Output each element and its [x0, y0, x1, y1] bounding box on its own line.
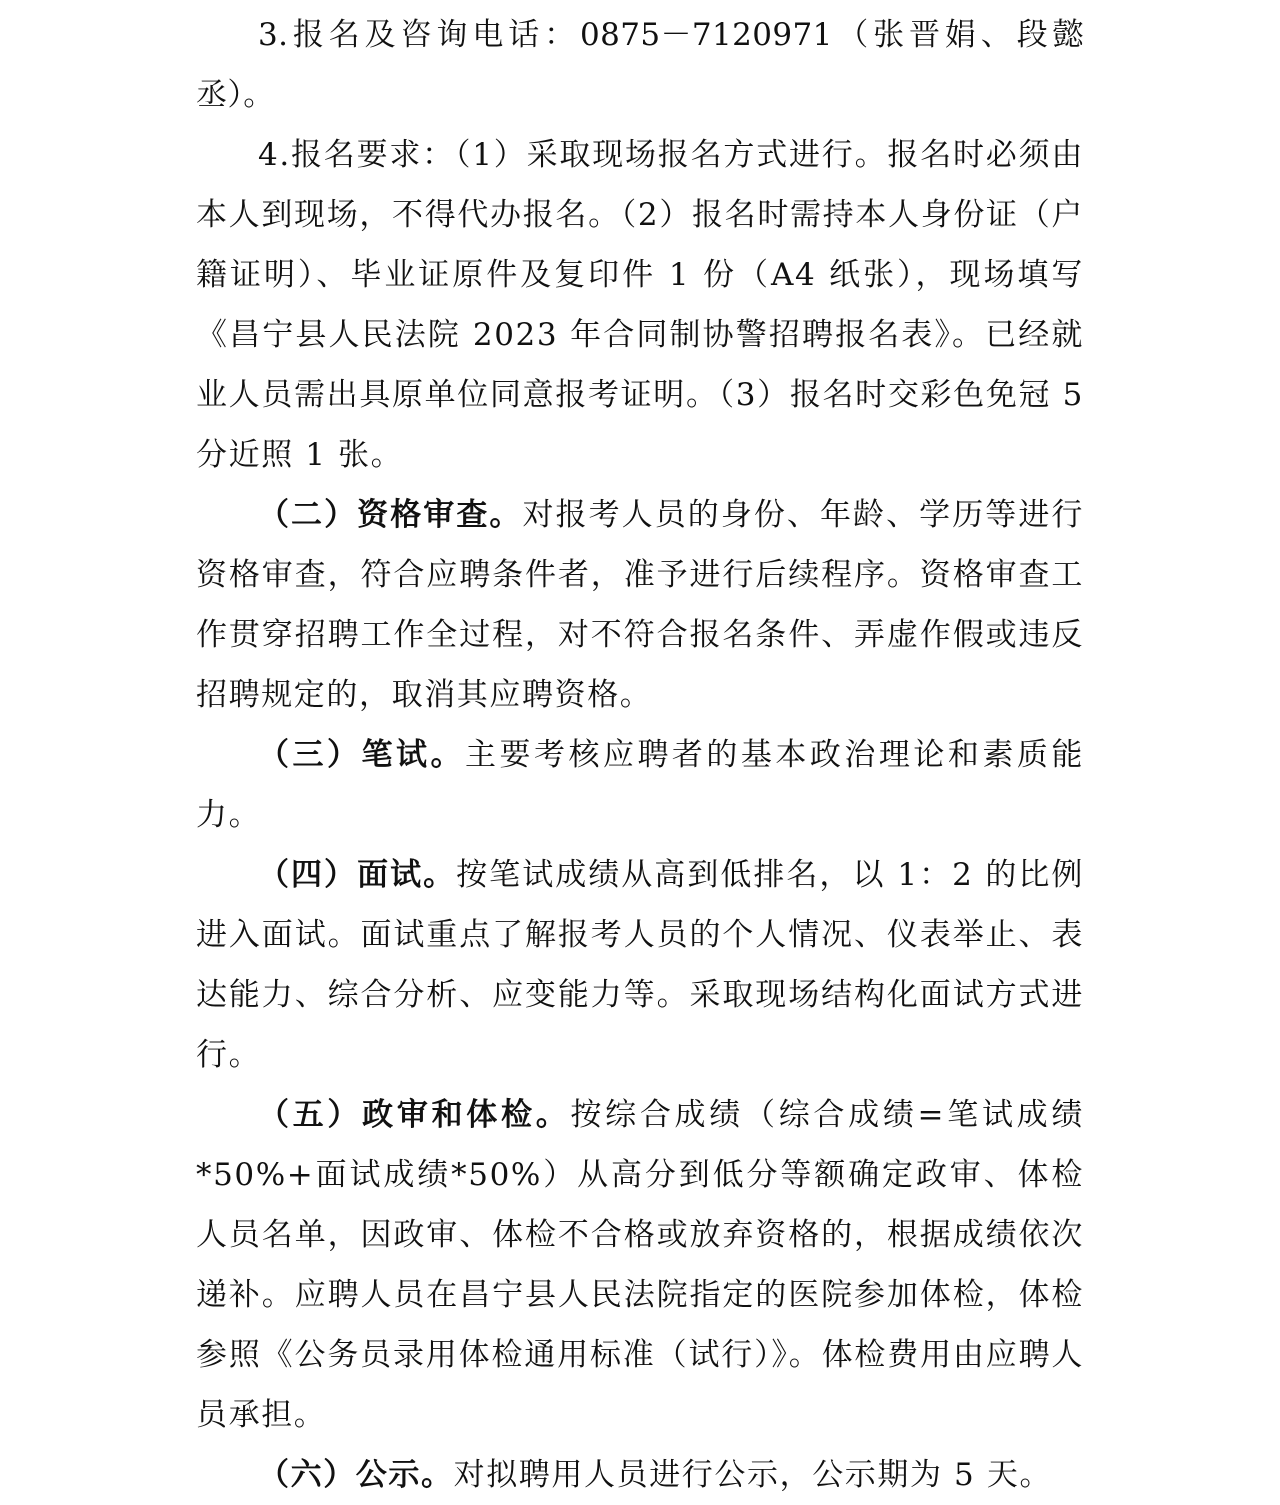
paragraph-publicity: [196, 1445, 1084, 1505]
section-heading: （三）笔试。: [258, 737, 465, 773]
paragraph-body: 按笔试成绩从高到低排名，以 1：2 的比例进入面试。面试重点了解报考人员的个人情况、仪表举止、表达能力、综合分析、应变能力等。采取现场结构化面试方式进行。: [196, 857, 1084, 1073]
paragraph-qualification-review: [196, 485, 1084, 725]
paragraph-body: 对拟聘用人员进行公示，公示期为 5 天。: [453, 1457, 1053, 1493]
paragraph-contact-phone: [196, 5, 1084, 125]
section-heading: （四）面试。: [258, 857, 457, 893]
section-heading: （五）政审和体检。: [258, 1097, 571, 1133]
section-heading: （六）公示。: [258, 1457, 454, 1493]
document-page: [196, 5, 1084, 1505]
paragraph-political-review-medical: [196, 1085, 1084, 1445]
paragraph-body: 主要考核应聘者的基本政治理论和素质能力。: [196, 737, 1084, 833]
section-heading: （二）资格审查。: [258, 497, 523, 533]
paragraph-written-exam: [196, 725, 1084, 845]
paragraph-body: 3.报名及咨询电话：0875－7120971（张晋娟、段懿丞）。: [196, 17, 1084, 113]
paragraph-interview: [196, 845, 1084, 1085]
paragraph-body: 4.报名要求：（1）采取现场报名方式进行。报名时必须由本人到现场，不得代办报名。（2）报名时需持本人身份证（户籍证明）、毕业证原件及复印件 1 份（A4 纸张），现场填写《昌宁县人民法院 2023 年合同制协警招聘报名表》。已经就业人员需出具原单位同意报考证明。（3）报名时交彩色免冠 5 分近照 1 张。: [196, 137, 1084, 473]
paragraph-registration-requirements: [196, 125, 1084, 485]
paragraph-body: 按综合成绩（综合成绩=笔试成绩*50%+面试成绩*50%）从高分到低分等额确定政审、体检人员名单，因政审、体检不合格或放弃资格的，根据成绩依次递补。应聘人员在昌宁县人民法院指定的医院参加体检，体检参照《公务员录用体检通用标准（试行）》。体检费用由应聘人员承担。: [196, 1097, 1084, 1433]
paragraph-body: 对报考人员的身份、年龄、学历等进行资格审查，符合应聘条件者，准予进行后续程序。资格审查工作贯穿招聘工作全过程，对不符合报名条件、弄虚作假或违反招聘规定的，取消其应聘资格。: [196, 497, 1084, 713]
